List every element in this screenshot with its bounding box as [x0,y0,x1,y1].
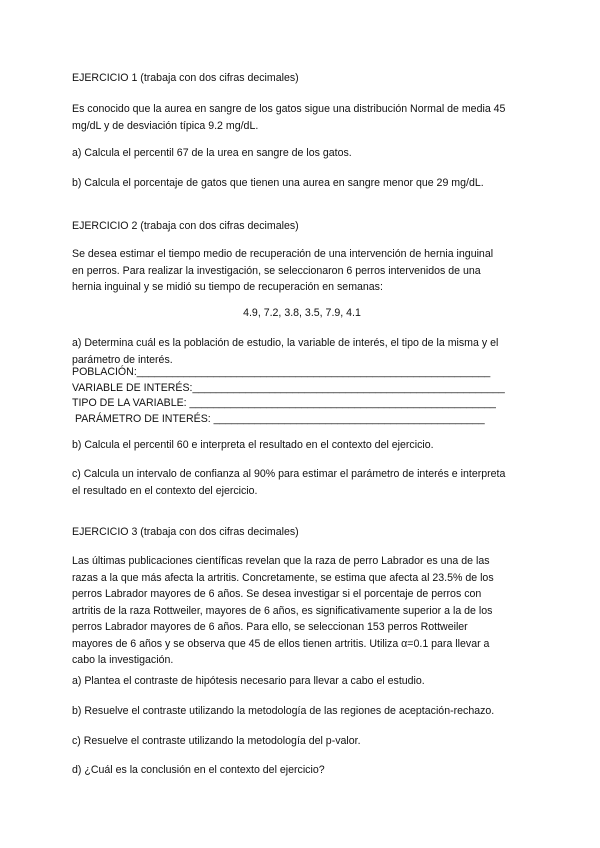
exercise-1-title: EJERCICIO 1 (trabaja con dos cifras decimales) [72,72,299,84]
exercise-2-data-values: 4.9, 7.2, 3.8, 3.5, 7.9, 4.1 [243,307,361,319]
exercise-2-answer-fields [72,365,532,427]
exercise-3-question-a: a) Plantea el contraste de hipótesis necesario para llevar a cabo el estudio. [72,675,425,687]
exercise-3-title: EJERCICIO 3 (trabaja con dos cifras decimales) [72,526,299,538]
exercise-2-question-a: a) Determina cuál es la población de estudio, la variable de interés, el tipo de la misma y el parámetro de interés. [72,337,499,366]
exercise-1-question-b: b) Calcula el porcentaje de gatos que tienen una aurea en sangre menor que 29 mg/dL. [72,177,484,189]
exercise-2-question-b: b) Calcula el percentil 60 e interpreta el resultado en el contexto del ejercicio. [72,439,434,451]
exercise-3-question-d: d) ¿Cuál es la conclusión en el contexto del ejercicio? [72,764,325,776]
exercise-1-intro: Es conocido que la aurea en sangre de los gatos sigue una distribución Normal de media 45 mg/dL y de desviación típica 9.2 mg/dL. [72,103,506,132]
field-poblacion: POBLACIÓN:____________________________________________________________ [72,366,491,378]
field-variable-de-interes: VARIABLE DE INTERÉS:_____________________________________________________ [72,381,505,394]
exercise-2-question-c: c) Calcula un intervalo de confianza al 90% para estimar el parámetro de interés e interpreta el resultado en el contexto del ejercicio. [72,468,506,497]
exercise-1-question-a: a) Calcula el percentil 67 de la urea en sangre de los gatos. [72,147,352,159]
exercise-3-question-c: c) Resuelve el contraste utilizando la metodología del p-valor. [72,735,361,747]
field-tipo-de-la-variable: TIPO DE LA VARIABLE: ____________________________________________________ [72,397,496,409]
exercise-3-intro: Las últimas publicaciones científicas revelan que la raza de perro Labrador es una de las razas a la que más afecta la artritis. Concretamente, se estima que afecta al 23.5% de los perros Labrador mayores de 6 años. Se desea investigar si el porcentaje de perros con artritis de la raza Rottweiler, mayores de 6 años, es significativamente superior a la de los perros Labrador mayores de 6 años. Para ello, se seleccionan 153 perros Rottweiler mayores de 6 años y se observa que 45 de ellos tienen artritis. Utiliza α=0.1 para llevar a cabo la investigación. [72,555,494,666]
field-parametro-de-interes: PARÁMETRO DE INTERÉS: ______________________________________________ [72,412,485,425]
exercise-3-question-b: b) Resuelve el contraste utilizando la metodología de las regiones de aceptación-rechazo. [72,705,495,717]
exercise-2-intro: Se desea estimar el tiempo medio de recuperación de una intervención de hernia inguinal en perros. Para realizar la investigación, se seleccionaron 6 perros intervenidos de una hernia inguinal y se midió su tiempo de recuperación en semanas: [72,248,494,293]
exercise-2-title: EJERCICIO 2 (trabaja con dos cifras decimales) [72,220,299,232]
